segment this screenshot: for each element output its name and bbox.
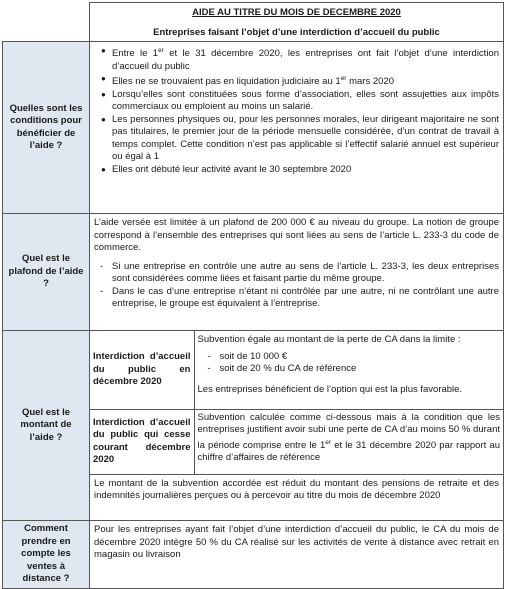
condition-text: Elles ont débuté leur activité avant le 30 septembre 2020 xyxy=(112,163,352,175)
plafond-row xyxy=(3,214,504,331)
header-cell xyxy=(90,3,504,42)
case1-option xyxy=(202,363,501,376)
header-row xyxy=(3,3,504,42)
condition-item xyxy=(96,45,499,73)
case1-options xyxy=(202,351,501,376)
case2-row xyxy=(90,409,503,474)
document-subtitle: Entreprises faisant l’objet d’une interdiction d’accueil du public xyxy=(153,27,440,38)
case2-body xyxy=(194,409,503,474)
condition-sup: er xyxy=(158,47,164,54)
bullet-icon: ● xyxy=(101,46,106,55)
conditions-row xyxy=(3,42,504,214)
plafond-intro: L’aide versée est limitée à un plafond de 200 000 € au niveau du groupe. La notion de groupe correspond à l’ensemble des entreprises qui sont liées au sens de l’article L. 233-3 du code de commerce. xyxy=(94,217,499,253)
case1-intro: Subvention égale au montant de la perte de CA dans la limite : xyxy=(197,334,461,345)
note-row xyxy=(90,474,503,520)
montant-cell xyxy=(90,331,504,521)
bullet-icon: ● xyxy=(101,74,106,84)
condition-item xyxy=(96,89,499,114)
montant-note: Le montant de la subvention accordée est réduit du montant des pensions de retraite et des indemnités journalières perçues ou à percevoir au titre du mois de décembre 2020 xyxy=(94,477,499,501)
plafond-item xyxy=(94,261,499,286)
bullet-icon: ● xyxy=(101,164,106,174)
montant-row xyxy=(3,331,504,521)
case1-title: Interdiction d’accueil du public en décembre 2020 xyxy=(90,331,194,409)
plafond-list xyxy=(94,261,499,311)
case1-row xyxy=(90,331,503,409)
aid-table xyxy=(2,2,504,589)
ventes-text: Pour les entreprises ayant fait l’objet d’une interdiction d’accueil du public, le CA du mois de décembre 2020 intègre 50 % du CA réalisé sur les activités de vente à distance avec retrait en magasin ou livraison xyxy=(90,521,504,589)
condition-text: Les personnes physiques ou, pour les personnes morales, leur dirigeant majoritaire ne sont pas titulaires, le premier jour de la période mensuelle considérée, d’un contrat de travail à temps complet. Cette condition n’est pas applicable si l’effectif salarié annuel est supérieur ou égal à 1 xyxy=(112,113,499,163)
dash-icon: - xyxy=(100,285,104,297)
dash-icon: - xyxy=(207,350,211,362)
bullet-icon: ● xyxy=(101,89,106,99)
case1-outro: Les entreprises bénéficient de l’option qui est la plus favorable. xyxy=(197,383,463,395)
ventes-label: Comment prendre en compte les ventes à distance ? xyxy=(3,521,90,589)
case1-option-text: soit de 20 % du CA de référence xyxy=(219,363,357,374)
bullet-icon: ● xyxy=(101,114,106,124)
condition-sup: er xyxy=(340,75,347,83)
plafond-item xyxy=(94,286,499,311)
ventes-row xyxy=(3,521,504,589)
case1-body xyxy=(194,331,503,409)
conditions-cell xyxy=(90,42,504,214)
conditions-list xyxy=(96,45,499,176)
case2-text: Subvention calculée comme ci-dessous mais à la condition que les entreprises justifient avoir subi une perte de CA d’au moins 50 % durant la période comprise entre le 1 xyxy=(197,411,500,451)
dash-icon: - xyxy=(207,363,211,374)
dash-icon: - xyxy=(100,260,104,272)
case2-text-end: et le 31 décembre 2020 par rapport au chiffre d’affaires de référence xyxy=(197,439,500,464)
condition-item xyxy=(96,114,499,164)
condition-item xyxy=(96,164,499,177)
document-title: AIDE AU TITRE DU MOIS DE DECEMBRE 2020 xyxy=(192,7,401,18)
plafond-item-text: Dans le cas d’une entreprise n’étant ni contrôlée par une autre, ni ne contrôlant une autre entreprise, le groupe est équivalent à l’entreprise. xyxy=(112,285,499,309)
condition-text: Entre le 1 xyxy=(112,48,159,60)
conditions-label: Quelles sont les conditions pour bénéficier de l’aide ? xyxy=(3,42,90,214)
condition-item xyxy=(96,73,499,89)
header-empty-cell xyxy=(3,3,90,42)
plafond-item-text: Si une entreprise en contrôle une autre au sens de l’article L. 233-3, les deux entreprises sont considérées comme liées et faisant partie du même groupe. xyxy=(112,260,499,284)
condition-text: Lorsqu’elles sont constituées sous forme d’association, elles sont assujetties aux impôts commerciaux ou emploient au moins un salarié. xyxy=(112,88,499,113)
case2-title: Interdiction d’accueil du public qui cesse courant décembre 2020 xyxy=(90,409,194,474)
montant-subtable xyxy=(90,331,503,520)
case2-sup: er xyxy=(325,438,332,446)
condition-text-end: mars 2020 xyxy=(346,76,394,88)
condition-text-end: et le 31 décembre 2020, les entreprises ont fait l’objet d’une interdiction d’accueil du public xyxy=(112,48,499,72)
montant-label: Quel est le montant de l’aide ? xyxy=(3,331,90,521)
condition-text: Elles ne se trouvaient pas en liquidation judiciaire au 1 xyxy=(112,76,341,88)
plafond-cell xyxy=(90,214,504,331)
case1-option-text: soit de 10 000 € xyxy=(219,350,288,362)
plafond-label: Quel est le plafond de l’aide ? xyxy=(3,214,90,331)
case1-option xyxy=(202,351,501,364)
